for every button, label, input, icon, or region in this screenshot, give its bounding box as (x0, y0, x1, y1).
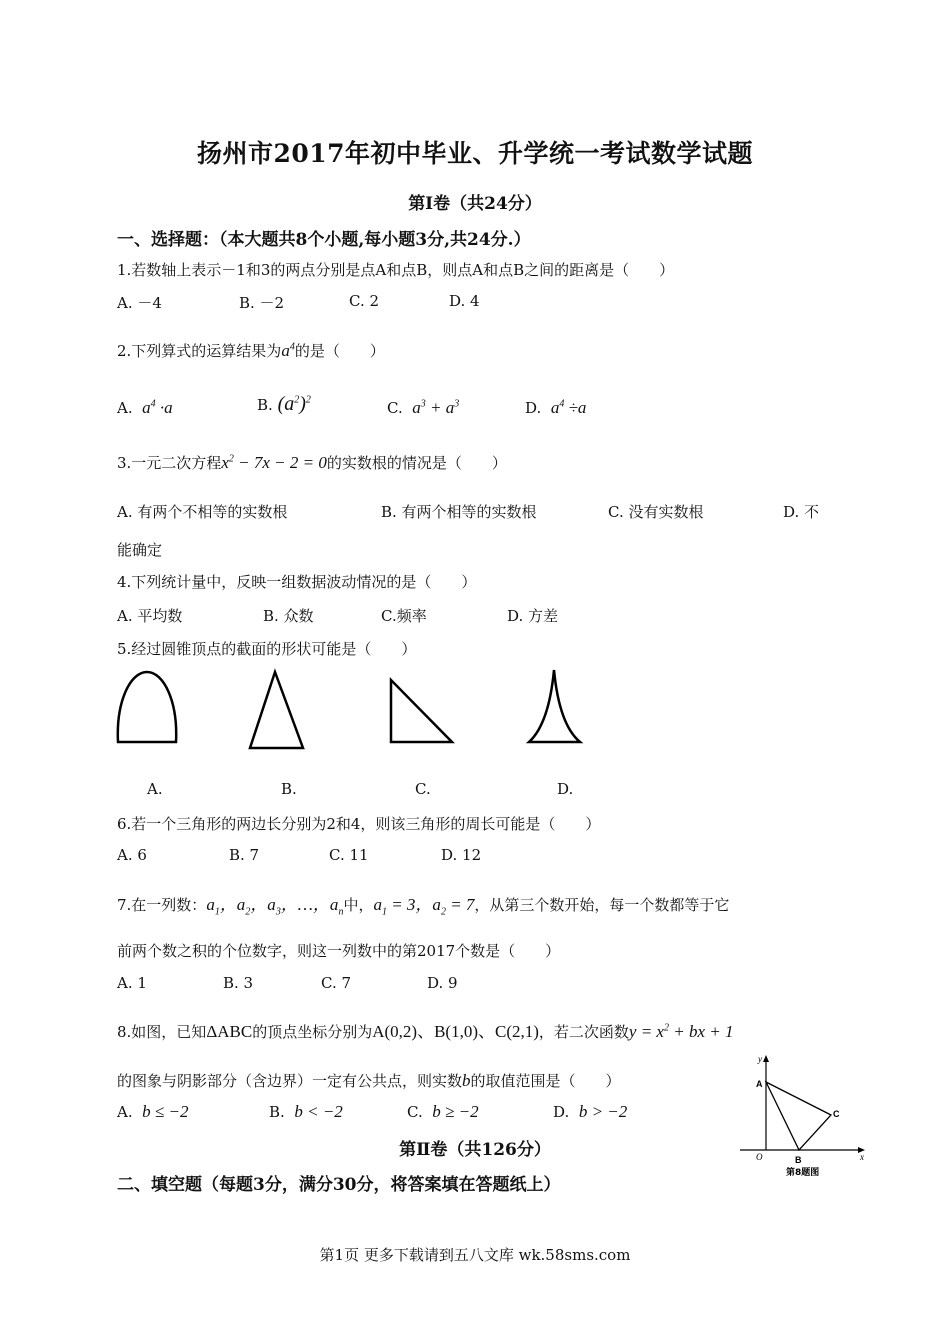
q1-option-a: A. －4 (117, 294, 162, 312)
q3-option-c: C. 没有实数根 (608, 503, 704, 521)
q8-point-label-b: B (795, 1155, 802, 1165)
section-two-heading: 二、填空题（每题3分，满分30分，将答案填在答题纸上） (117, 1175, 561, 1195)
q3-option-d-wrap: 能确定 (117, 541, 163, 559)
q3-option-b: B. 有两个相等的实数根 (381, 503, 537, 521)
q8-option-c: C. b ≥ −2 (407, 1102, 479, 1121)
q5-option-c: C. (415, 780, 431, 798)
q6-option-d: D. 12 (441, 846, 482, 864)
q8-option-d: D. b > −2 (553, 1102, 628, 1121)
question-5-stem: 5.经过圆锥顶点的截面的形状可能是（ ） (117, 640, 417, 658)
q8-origin-label: O (756, 1152, 763, 1162)
part-one-heading: 第Ⅰ卷（共24分） (408, 194, 542, 214)
q6-option-c: C. 11 (329, 846, 369, 864)
q5-option-a: A. (147, 780, 163, 798)
page-title: 扬州市2017年初中毕业、升学统一考试数学试题 (196, 139, 754, 168)
question-7-stem: 7.在一列数：$a_1$，$a_2$，$a_3$，…，$a_n$中，$a_1 = 3$，$a_2 = 7$，从第三个数开始，每一个数都等于它 (117, 895, 730, 918)
question-6-stem: 6.若一个三角形的两边长分别为2和4，则该三角形的周长可能是（ ） (117, 815, 601, 833)
q5-shape-parabola (118, 672, 176, 742)
q5-option-b: B. (281, 780, 297, 798)
q4-option-a: A. 平均数 (117, 607, 183, 625)
question-4-stem: 4.下列统计量中，反映一组数据波动情况的是（ ） (117, 573, 477, 591)
q2-option-a: A. $a^4 \cdot a$ (117, 398, 173, 417)
q8-x-axis-label: x (860, 1152, 864, 1162)
q7-option-b: B. 3 (223, 974, 254, 992)
q2-expr-a4: $a^4$ (281, 341, 295, 360)
q7-option-d: D. 9 (427, 974, 458, 992)
q8-option-b: B. b < −2 (269, 1102, 343, 1121)
q4-option-b: B. 众数 (263, 607, 314, 625)
q8-coordinates: A(0,2)、B(1,0)、C(2,1) (372, 1022, 539, 1041)
q2-option-d: D. $a^4 \div a$ (525, 398, 587, 417)
question-2-stem: 2.下列算式的运算结果为$a^4$的是（ ） (117, 341, 385, 360)
question-8-line2: 的图象与阴影部分（含边界）一定有公共点，则实数b的取值范围是（ ） (117, 1071, 621, 1090)
q3-equation: $x^2 - 7x - 2 = 0$ (221, 453, 327, 472)
q1-option-d: D. 4 (449, 292, 480, 310)
q8-quadratic: $y = x^2$ + bx + 1 (628, 1022, 734, 1041)
question-8-stem: 8.如图，已知ΔABC的顶点坐标分别为A(0,2)、B(1,0)、C(2,1)，若二次函数$y = x^2$ + bx + 1 (117, 1022, 734, 1041)
q7-option-a: A. 1 (117, 974, 147, 992)
q2-option-b: B. $(a^2)^2$ (257, 393, 311, 415)
q7-sequence: $a_1$，$a_2$，$a_3$，…，$a_n$ (206, 895, 344, 918)
q3-option-d: D. 不 (783, 503, 820, 521)
question-7-line2: 前两个数之积的个位数字，则这一列数中的第2017个数是（ ） (117, 942, 561, 960)
q5-shapes (110, 662, 600, 758)
q8-y-axis-label: y (758, 1054, 762, 1064)
q8-triangle: ΔABC (206, 1022, 253, 1041)
q5-option-d: D. (557, 780, 574, 798)
q5-shape-cusp (529, 670, 580, 742)
q6-option-a: A. 6 (117, 846, 147, 864)
q7-option-c: C. 7 (321, 974, 352, 992)
q3-option-a: A. 有两个不相等的实数根 (117, 503, 288, 521)
page-footer: 第1页 更多下载请到五八文库 wk.58sms.com (319, 1246, 631, 1264)
q8-point-label-c: C (833, 1109, 840, 1119)
q5-shape-right-triangle (391, 680, 452, 742)
q8-figure (732, 1052, 872, 1182)
section-one-heading: 一、选择题：（本大题共8个小题,每小题3分,共24分.） (117, 230, 531, 250)
q4-option-d: D. 方差 (507, 607, 559, 625)
q8-figure-caption: 第8题图 (786, 1168, 820, 1178)
question-3-stem: 3.一元二次方程$x^2 - 7x - 2 = 0$的实数根的情况是（ ） (117, 453, 507, 472)
q8-option-a: A. b ≤ −2 (117, 1102, 189, 1121)
part-two-heading: 第Ⅱ卷（共126分） (399, 1140, 551, 1160)
q4-option-c: C.频率 (381, 607, 427, 625)
q1-option-b: B. －2 (239, 294, 285, 312)
q2-option-c: C. $a^3 + a^3$ (387, 398, 460, 417)
q5-shape-isosceles-triangle (250, 672, 303, 748)
q1-option-c: C. 2 (349, 292, 380, 310)
q8-point-label-a: A (756, 1079, 763, 1089)
q7-initial-values: $a_1 = 3$，$a_2 = 7$ (373, 895, 475, 918)
question-1-stem: 1.若数轴上表示－1和3的两点分别是点A和点B，则点A和点B之间的距离是（ ） (117, 261, 675, 279)
q6-option-b: B. 7 (229, 846, 260, 864)
